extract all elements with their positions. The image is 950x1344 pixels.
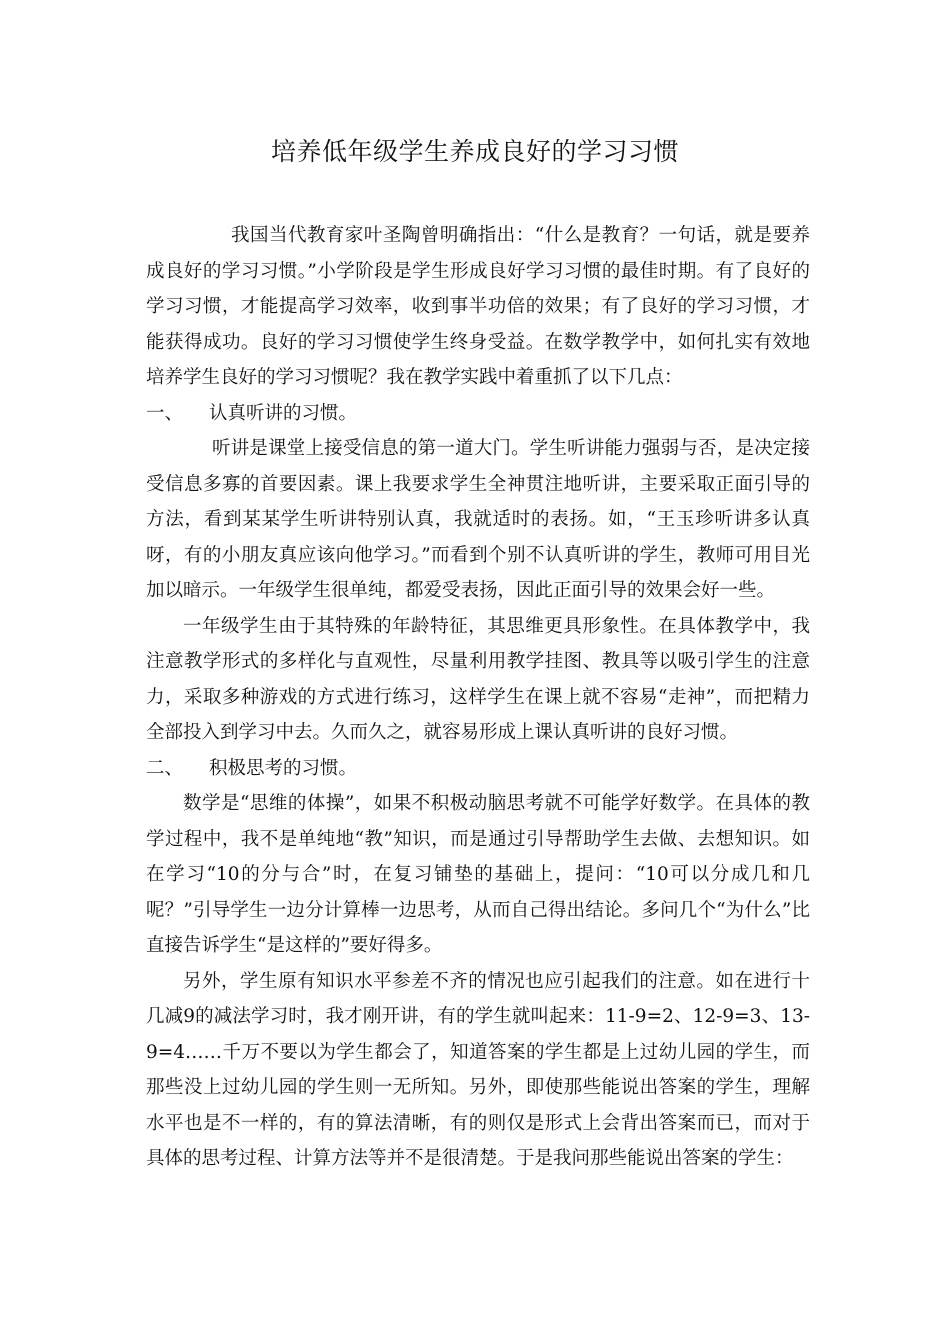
paragraph-thinking: 数学是“思维的体操”，如果不积极动脑思考就不可能学好数学。在具体的教学过程中，我不是单纯地“教”知识，而是通过引导帮助学生去做、去想知识。如在学习“10的分与合”时，在复习铺垫的基础上，提问：“10可以分成几和几呢？”引导学生一边分计算棒一边思考，从而自己得出结论。多问几个“为什么”比直接告诉学生“是这样的”要好得多。 xyxy=(146,793,810,956)
paragraph-intro: 我国当代教育家叶圣陶曾明确指出：“什么是教育？一句话，就是要养成良好的学习习惯。”小学阶段是学生形成良好学习习惯的最佳时期。有了良好的学习习惯，才能提高学习效率，收到事半功倍的效果；有了良好的学习习惯，才能获得成功。良好的学习习惯使学生终身受益。在数学教学中，如何扎实有效地培养学生良好的学习习惯呢？我在教学实践中着重抓了以下几点： xyxy=(146,225,810,388)
section-heading-1 xyxy=(146,396,810,432)
paragraph-visual-teaching: 一年级学生由于其特殊的年龄特征，其思维更具形象性。在具体教学中，我注意教学形式的多样化与直观性，尽量利用教学挂图、教具等以吸引学生的注意力，采取多种游戏的方式进行练习，这样学生在课上就不容易“走神”，而把精力全部投入到学习中去。久而久之，就容易形成上课认真听讲的良好习惯。 xyxy=(146,615,810,743)
paragraph-knowledge-levels: 另外，学生原有知识水平参差不齐的情况也应引起我们的注意。如在进行十几减9的减法学习时，我才刚开讲，有的学生就叫起来：11-9=2、12-9=3、13-9=4……千万不要以为学生都会了，知道答案的学生都是上过幼儿园的学生，而那些没上过幼儿园的学生则一无所知。另外，即使那些能说出答案的学生，理解水平也是不一样的，有的算法清晰，有的则仅是形式上会背出答案而已，而对于具体的思考过程、计算方法等并不是很清楚。于是我问那些能说出答案的学生： xyxy=(146,970,810,1169)
section-heading-2 xyxy=(146,751,810,787)
section-title-2: 积极思考的习惯。 xyxy=(209,757,358,779)
paragraph-listening: 听讲是课堂上接受信息的第一道大门。学生听讲能力强弱与否，是决定接受信息多寡的首要因素。课上我要求学生全神贯注地听讲，主要采取正面引导的方法，看到某某学生听讲特别认真，我就适时的表扬。如，“王玉珍听讲多认真呀，有的小朋友真应该向他学习。”而看到个别不认真听讲的学生，教师可用目光加以暗示。一年级学生很单纯，都爱受表扬，因此正面引导的效果会好一些。 xyxy=(146,438,810,601)
document-title: 培养低年级学生养成良好的学习习惯 xyxy=(270,137,679,166)
section-number-2: 二、 xyxy=(146,757,184,779)
document-body xyxy=(146,218,810,1177)
section-number-1: 一、 xyxy=(146,402,184,424)
section-title-1: 认真听讲的习惯。 xyxy=(209,402,358,424)
